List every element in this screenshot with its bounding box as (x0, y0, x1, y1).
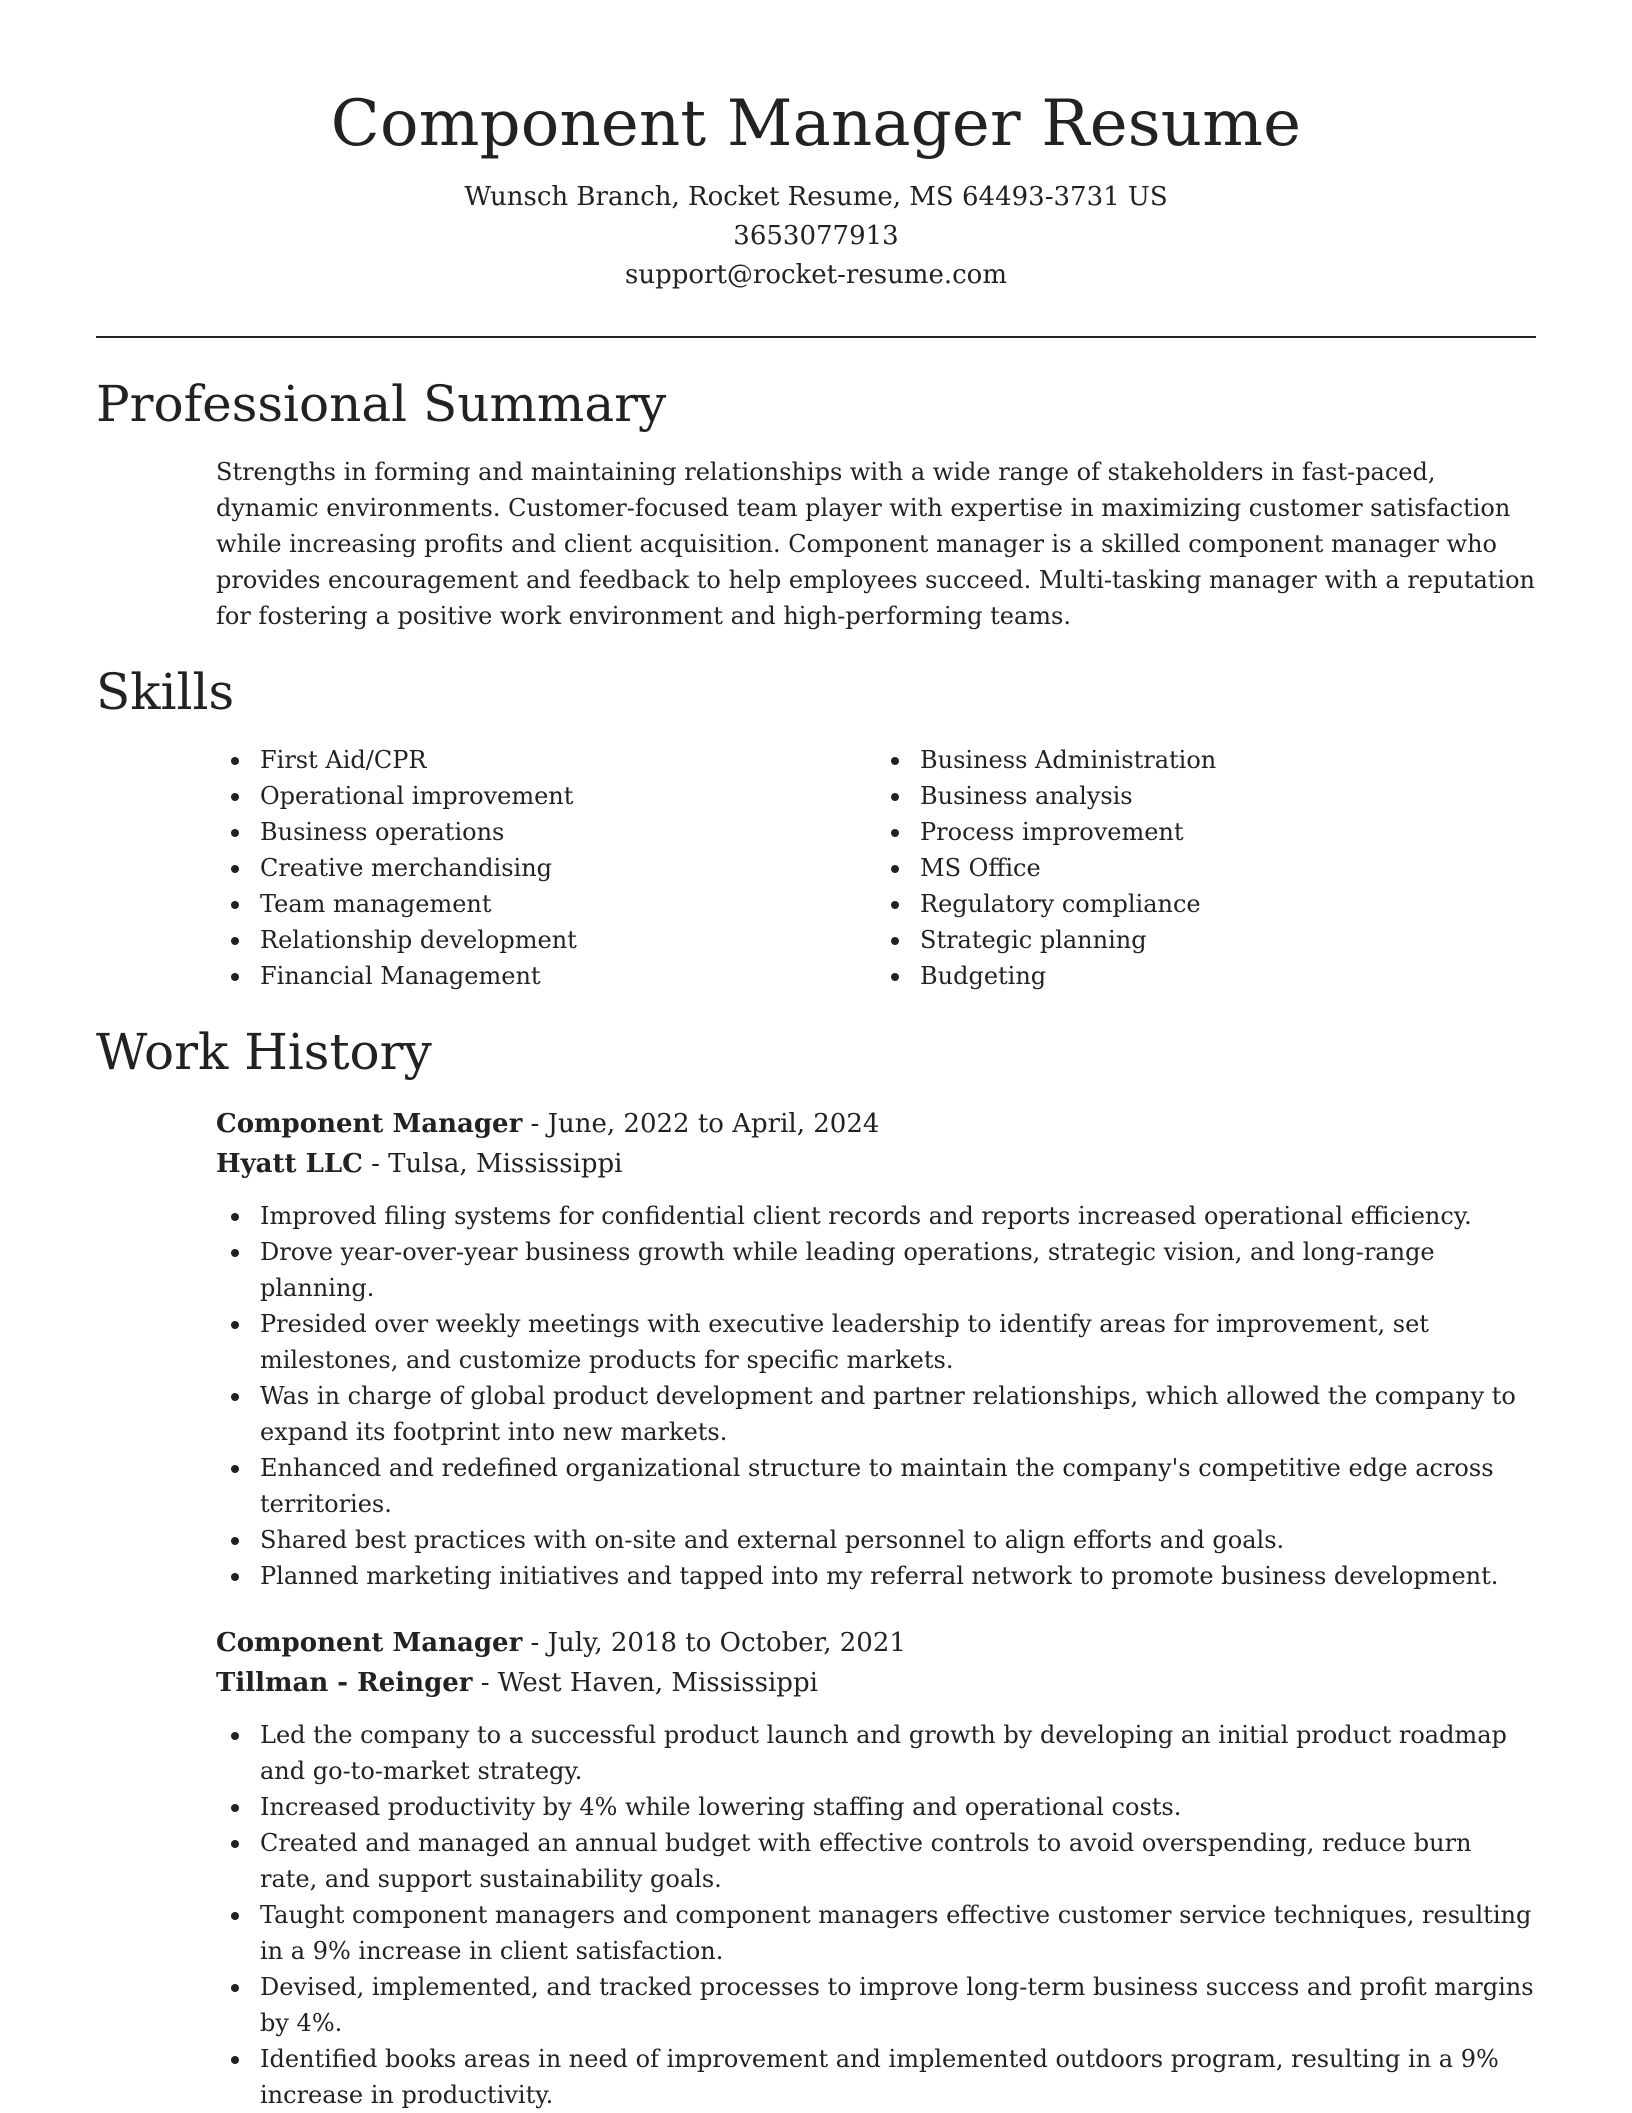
skills-grid (216, 742, 1536, 994)
skill-item: Financial Management (260, 958, 876, 994)
skill-item: Business analysis (920, 778, 1536, 814)
job-title-line (216, 1104, 1536, 1144)
job-company-line (216, 1144, 1536, 1184)
job-bullets (216, 1198, 1536, 1594)
job-bullet: Drove year-over-year business growth while leading operations, strategic vision, and long-range planning. (260, 1234, 1536, 1306)
skill-item: Creative merchandising (260, 850, 876, 886)
work-history-heading: Work History (96, 1023, 432, 1081)
job-bullet: Planned marketing initiatives and tapped into my referral network to promote business development. (260, 1558, 1536, 1594)
job-title: Component Manager (216, 1628, 523, 1658)
skill-item: Regulatory compliance (920, 886, 1536, 922)
job-title-line (216, 1623, 1536, 1663)
resume-title: Component Manager Resume (330, 87, 1302, 161)
job-bullet: Devised, implemented, and tracked processes to improve long-term business success and profit margins by 4%. (260, 1969, 1536, 2041)
job-entry (216, 1104, 1536, 1594)
summary-text: Strengths in forming and maintaining relationships with a wide range of stakeholders in fast-paced, dynamic environments. Customer-focused team player with expertise in maximizing customer satisfaction while increasing profits and client acquisition. Component manager is a skilled component manager who provides encouragement and feedback to help employees succeed. Multi-tasking manager with a reputation for fostering a positive work environment and high-performing teams. (216, 458, 1536, 630)
job-bullet: Taught component managers and component managers effective customer service techniques, resulting in a 9% increase in client satisfaction. (260, 1897, 1536, 1969)
skill-item: Team management (260, 886, 876, 922)
job-entry (216, 1623, 1536, 2113)
job-bullet: Shared best practices with on-site and external personnel to align efforts and goals. (260, 1522, 1536, 1558)
job-bullet: Identified books areas in need of improvement and implemented outdoors program, resulting in a 9% increase in productivity. (260, 2041, 1536, 2113)
contact-info (96, 178, 1536, 295)
contact-phone: 3653077913 (733, 221, 899, 251)
job-bullet: Presided over weekly meetings with executive leadership to identify areas for improvement, set milestones, and customize products for specific markets. (260, 1306, 1536, 1378)
job-company: Tillman - Reinger (216, 1668, 473, 1698)
skill-item: Business Administration (920, 742, 1536, 778)
job-company-line (216, 1663, 1536, 1703)
summary-heading: Professional Summary (96, 375, 667, 433)
skill-item: MS Office (920, 850, 1536, 886)
skill-item: Strategic planning (920, 922, 1536, 958)
skills-column-left (216, 742, 876, 994)
job-bullets (216, 1717, 1536, 2113)
job-bullet: Improved filing systems for confidential client records and reports increased operational efficiency. (260, 1198, 1536, 1234)
skill-item: Budgeting (920, 958, 1536, 994)
skill-item: Business operations (260, 814, 876, 850)
skill-item: Process improvement (920, 814, 1536, 850)
contact-email: support@rocket-resume.com (624, 260, 1007, 290)
skill-item: Operational improvement (260, 778, 876, 814)
job-dates: - June, 2022 to April, 2024 (522, 1109, 880, 1139)
skill-item: First Aid/CPR (260, 742, 876, 778)
job-dates: - July, 2018 to October, 2021 (522, 1628, 906, 1658)
job-location: - Tulsa, Mississippi (362, 1149, 623, 1179)
job-location: - West Haven, Mississippi (472, 1668, 818, 1698)
job-title: Component Manager (216, 1109, 523, 1139)
job-bullet: Enhanced and redefined organizational structure to maintain the company's competitive edge across territories. (260, 1450, 1536, 1522)
contact-address: Wunsch Branch, Rocket Resume, MS 64493-3731 US (464, 182, 1168, 212)
resume-header (96, 0, 1536, 295)
header-divider (96, 336, 1536, 338)
job-bullet: Led the company to a successful product launch and growth by developing an initial product roadmap and go-to-market strategy. (260, 1717, 1536, 1789)
job-bullet: Created and managed an annual budget with effective controls to avoid overspending, reduce burn rate, and support sustainability goals. (260, 1825, 1536, 1897)
job-company: Hyatt LLC (216, 1149, 363, 1179)
skills-column-right (876, 742, 1536, 994)
skill-item: Relationship development (260, 922, 876, 958)
job-bullet: Increased productivity by 4% while lowering staffing and operational costs. (260, 1789, 1536, 1825)
job-bullet: Was in charge of global product development and partner relationships, which allowed the company to expand its footprint into new markets. (260, 1378, 1536, 1450)
skills-heading: Skills (96, 663, 235, 721)
